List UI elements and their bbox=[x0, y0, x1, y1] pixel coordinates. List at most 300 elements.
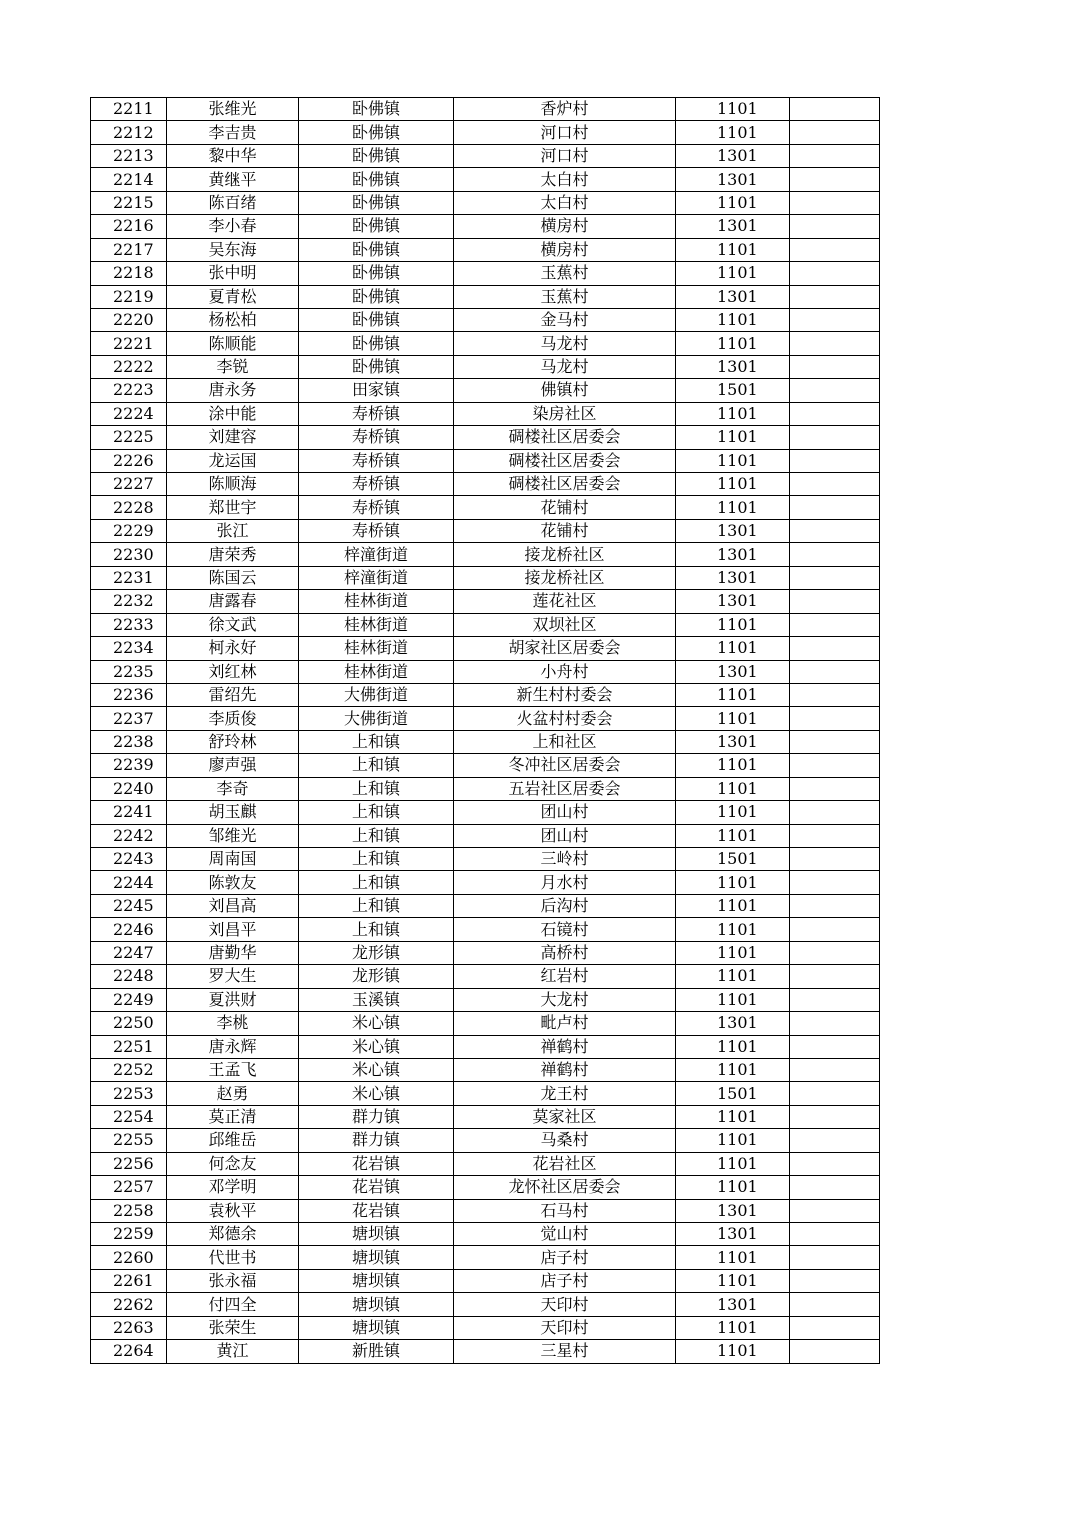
code-cell: 1501 bbox=[676, 848, 790, 871]
code-cell: 1301 bbox=[676, 519, 790, 542]
table-row bbox=[91, 98, 880, 121]
empty-cell bbox=[790, 590, 880, 613]
town-cell: 龙形镇 bbox=[299, 965, 454, 988]
table-row bbox=[91, 730, 880, 753]
row-number-cell: 2220 bbox=[91, 308, 167, 331]
row-number-cell: 2225 bbox=[91, 426, 167, 449]
village-cell: 太白村 bbox=[454, 168, 676, 191]
town-cell: 塘坝镇 bbox=[299, 1269, 454, 1292]
code-cell: 1301 bbox=[676, 144, 790, 167]
empty-cell bbox=[790, 1012, 880, 1035]
village-cell: 天印村 bbox=[454, 1293, 676, 1316]
code-cell: 1301 bbox=[676, 730, 790, 753]
code-cell: 1301 bbox=[676, 215, 790, 238]
empty-cell bbox=[790, 1223, 880, 1246]
village-cell: 横房村 bbox=[454, 238, 676, 261]
empty-cell bbox=[790, 1316, 880, 1339]
table-row bbox=[91, 1012, 880, 1035]
town-cell: 上和镇 bbox=[299, 918, 454, 941]
village-cell: 石镜村 bbox=[454, 918, 676, 941]
row-number-cell: 2223 bbox=[91, 379, 167, 402]
row-number-cell: 2246 bbox=[91, 918, 167, 941]
table-row bbox=[91, 894, 880, 917]
row-number-cell: 2247 bbox=[91, 941, 167, 964]
village-cell: 马龙村 bbox=[454, 355, 676, 378]
code-cell: 1101 bbox=[676, 801, 790, 824]
person-name-cell: 莫正清 bbox=[167, 1105, 299, 1128]
empty-cell bbox=[790, 1129, 880, 1152]
code-cell: 1101 bbox=[676, 637, 790, 660]
code-cell: 1101 bbox=[676, 871, 790, 894]
code-cell: 1301 bbox=[676, 660, 790, 683]
empty-cell bbox=[790, 1340, 880, 1363]
table-row bbox=[91, 1129, 880, 1152]
empty-cell bbox=[790, 1199, 880, 1222]
person-name-cell: 杨松柏 bbox=[167, 308, 299, 331]
village-cell: 佛镇村 bbox=[454, 379, 676, 402]
empty-cell bbox=[790, 683, 880, 706]
table-row bbox=[91, 168, 880, 191]
table-row bbox=[91, 285, 880, 308]
table-row bbox=[91, 1199, 880, 1222]
town-cell: 寿桥镇 bbox=[299, 449, 454, 472]
code-cell: 1101 bbox=[676, 332, 790, 355]
empty-cell bbox=[790, 1152, 880, 1175]
town-cell: 寿桥镇 bbox=[299, 473, 454, 496]
village-cell: 高桥村 bbox=[454, 941, 676, 964]
row-number-cell: 2250 bbox=[91, 1012, 167, 1035]
table-row bbox=[91, 262, 880, 285]
village-cell: 店子村 bbox=[454, 1269, 676, 1292]
village-cell: 太白村 bbox=[454, 191, 676, 214]
person-name-cell: 夏洪财 bbox=[167, 988, 299, 1011]
table-row bbox=[91, 402, 880, 425]
town-cell: 上和镇 bbox=[299, 848, 454, 871]
table-row bbox=[91, 215, 880, 238]
empty-cell bbox=[790, 848, 880, 871]
village-cell: 金马村 bbox=[454, 308, 676, 331]
row-number-cell: 2214 bbox=[91, 168, 167, 191]
village-cell: 毗卢村 bbox=[454, 1012, 676, 1035]
town-cell: 米心镇 bbox=[299, 1082, 454, 1105]
table-row bbox=[91, 355, 880, 378]
row-number-cell: 2255 bbox=[91, 1129, 167, 1152]
town-cell: 上和镇 bbox=[299, 824, 454, 847]
empty-cell bbox=[790, 191, 880, 214]
table-row bbox=[91, 1082, 880, 1105]
town-cell: 上和镇 bbox=[299, 871, 454, 894]
village-cell: 双坝社区 bbox=[454, 613, 676, 636]
code-cell: 1101 bbox=[676, 965, 790, 988]
row-number-cell: 2258 bbox=[91, 1199, 167, 1222]
person-name-cell: 唐荣秀 bbox=[167, 543, 299, 566]
town-cell: 卧佛镇 bbox=[299, 332, 454, 355]
row-number-cell: 2219 bbox=[91, 285, 167, 308]
table-row bbox=[91, 1035, 880, 1058]
person-name-cell: 唐永辉 bbox=[167, 1035, 299, 1058]
roster-table-body bbox=[91, 98, 880, 1364]
table-row bbox=[91, 1176, 880, 1199]
code-cell: 1101 bbox=[676, 308, 790, 331]
town-cell: 卧佛镇 bbox=[299, 121, 454, 144]
row-number-cell: 2245 bbox=[91, 894, 167, 917]
person-name-cell: 邓学明 bbox=[167, 1176, 299, 1199]
table-row bbox=[91, 332, 880, 355]
table-row bbox=[91, 683, 880, 706]
town-cell: 大佛街道 bbox=[299, 707, 454, 730]
code-cell: 1101 bbox=[676, 707, 790, 730]
town-cell: 塘坝镇 bbox=[299, 1293, 454, 1316]
code-cell: 1101 bbox=[676, 1035, 790, 1058]
table-row bbox=[91, 1293, 880, 1316]
village-cell: 三星村 bbox=[454, 1340, 676, 1363]
village-cell: 店子村 bbox=[454, 1246, 676, 1269]
table-row bbox=[91, 824, 880, 847]
town-cell: 卧佛镇 bbox=[299, 355, 454, 378]
code-cell: 1101 bbox=[676, 918, 790, 941]
table-row bbox=[91, 613, 880, 636]
village-cell: 小舟村 bbox=[454, 660, 676, 683]
empty-cell bbox=[790, 1293, 880, 1316]
table-row bbox=[91, 1105, 880, 1128]
row-number-cell: 2228 bbox=[91, 496, 167, 519]
person-name-cell: 黄继平 bbox=[167, 168, 299, 191]
person-name-cell: 陈国云 bbox=[167, 566, 299, 589]
village-cell: 河口村 bbox=[454, 144, 676, 167]
empty-cell bbox=[790, 262, 880, 285]
person-name-cell: 邹维光 bbox=[167, 824, 299, 847]
empty-cell bbox=[790, 98, 880, 121]
person-name-cell: 张江 bbox=[167, 519, 299, 542]
person-name-cell: 张永福 bbox=[167, 1269, 299, 1292]
code-cell: 1101 bbox=[676, 449, 790, 472]
village-cell: 禅鹤村 bbox=[454, 1058, 676, 1081]
town-cell: 寿桥镇 bbox=[299, 426, 454, 449]
town-cell: 塘坝镇 bbox=[299, 1223, 454, 1246]
person-name-cell: 刘建容 bbox=[167, 426, 299, 449]
code-cell: 1101 bbox=[676, 1269, 790, 1292]
village-cell: 月水村 bbox=[454, 871, 676, 894]
person-name-cell: 李质俊 bbox=[167, 707, 299, 730]
code-cell: 1101 bbox=[676, 777, 790, 800]
code-cell: 1101 bbox=[676, 238, 790, 261]
village-cell: 后沟村 bbox=[454, 894, 676, 917]
empty-cell bbox=[790, 637, 880, 660]
town-cell: 米心镇 bbox=[299, 1012, 454, 1035]
empty-cell bbox=[790, 730, 880, 753]
empty-cell bbox=[790, 308, 880, 331]
empty-cell bbox=[790, 238, 880, 261]
code-cell: 1101 bbox=[676, 613, 790, 636]
empty-cell bbox=[790, 824, 880, 847]
village-cell: 花铺村 bbox=[454, 519, 676, 542]
person-name-cell: 赵勇 bbox=[167, 1082, 299, 1105]
row-number-cell: 2231 bbox=[91, 566, 167, 589]
row-number-cell: 2233 bbox=[91, 613, 167, 636]
table-row bbox=[91, 988, 880, 1011]
table-row bbox=[91, 965, 880, 988]
empty-cell bbox=[790, 1176, 880, 1199]
empty-cell bbox=[790, 1105, 880, 1128]
table-row bbox=[91, 1058, 880, 1081]
village-cell: 河口村 bbox=[454, 121, 676, 144]
table-row bbox=[91, 496, 880, 519]
code-cell: 1101 bbox=[676, 754, 790, 777]
empty-cell bbox=[790, 918, 880, 941]
code-cell: 1301 bbox=[676, 566, 790, 589]
row-number-cell: 2249 bbox=[91, 988, 167, 1011]
row-number-cell: 2256 bbox=[91, 1152, 167, 1175]
person-name-cell: 何念友 bbox=[167, 1152, 299, 1175]
town-cell: 卧佛镇 bbox=[299, 98, 454, 121]
person-name-cell: 郑世宇 bbox=[167, 496, 299, 519]
table-row bbox=[91, 426, 880, 449]
empty-cell bbox=[790, 543, 880, 566]
table-row bbox=[91, 918, 880, 941]
town-cell: 花岩镇 bbox=[299, 1199, 454, 1222]
table-row bbox=[91, 777, 880, 800]
table-row bbox=[91, 1316, 880, 1339]
village-cell: 天印村 bbox=[454, 1316, 676, 1339]
person-name-cell: 李锐 bbox=[167, 355, 299, 378]
row-number-cell: 2238 bbox=[91, 730, 167, 753]
empty-cell bbox=[790, 121, 880, 144]
table-row bbox=[91, 848, 880, 871]
village-cell: 接龙桥社区 bbox=[454, 566, 676, 589]
code-cell: 1101 bbox=[676, 402, 790, 425]
person-name-cell: 代世书 bbox=[167, 1246, 299, 1269]
person-name-cell: 邱维岳 bbox=[167, 1129, 299, 1152]
person-name-cell: 陈敦友 bbox=[167, 871, 299, 894]
empty-cell bbox=[790, 379, 880, 402]
town-cell: 寿桥镇 bbox=[299, 496, 454, 519]
row-number-cell: 2227 bbox=[91, 473, 167, 496]
row-number-cell: 2254 bbox=[91, 1105, 167, 1128]
empty-cell bbox=[790, 707, 880, 730]
code-cell: 1101 bbox=[676, 824, 790, 847]
person-name-cell: 袁秋平 bbox=[167, 1199, 299, 1222]
empty-cell bbox=[790, 144, 880, 167]
row-number-cell: 2237 bbox=[91, 707, 167, 730]
empty-cell bbox=[790, 1082, 880, 1105]
empty-cell bbox=[790, 426, 880, 449]
town-cell: 群力镇 bbox=[299, 1105, 454, 1128]
row-number-cell: 2226 bbox=[91, 449, 167, 472]
person-name-cell: 唐永务 bbox=[167, 379, 299, 402]
town-cell: 卧佛镇 bbox=[299, 168, 454, 191]
town-cell: 米心镇 bbox=[299, 1058, 454, 1081]
table-row bbox=[91, 1269, 880, 1292]
village-cell: 石马村 bbox=[454, 1199, 676, 1222]
table-row bbox=[91, 871, 880, 894]
row-number-cell: 2212 bbox=[91, 121, 167, 144]
person-name-cell: 龙运国 bbox=[167, 449, 299, 472]
code-cell: 1101 bbox=[676, 1246, 790, 1269]
row-number-cell: 2221 bbox=[91, 332, 167, 355]
person-name-cell: 李吉贵 bbox=[167, 121, 299, 144]
person-name-cell: 黎中华 bbox=[167, 144, 299, 167]
row-number-cell: 2251 bbox=[91, 1035, 167, 1058]
person-name-cell: 付四全 bbox=[167, 1293, 299, 1316]
row-number-cell: 2229 bbox=[91, 519, 167, 542]
person-name-cell: 雷绍先 bbox=[167, 683, 299, 706]
village-cell: 马桑村 bbox=[454, 1129, 676, 1152]
row-number-cell: 2222 bbox=[91, 355, 167, 378]
town-cell: 桂林街道 bbox=[299, 637, 454, 660]
village-cell: 上和社区 bbox=[454, 730, 676, 753]
town-cell: 新胜镇 bbox=[299, 1340, 454, 1363]
code-cell: 1301 bbox=[676, 1223, 790, 1246]
village-cell: 碉楼社区居委会 bbox=[454, 449, 676, 472]
village-cell: 禅鹤村 bbox=[454, 1035, 676, 1058]
person-name-cell: 黄江 bbox=[167, 1340, 299, 1363]
town-cell: 寿桥镇 bbox=[299, 402, 454, 425]
table-row bbox=[91, 660, 880, 683]
code-cell: 1301 bbox=[676, 590, 790, 613]
table-row bbox=[91, 941, 880, 964]
empty-cell bbox=[790, 1035, 880, 1058]
row-number-cell: 2248 bbox=[91, 965, 167, 988]
code-cell: 1301 bbox=[676, 355, 790, 378]
row-number-cell: 2236 bbox=[91, 683, 167, 706]
village-cell: 莲花社区 bbox=[454, 590, 676, 613]
row-number-cell: 2242 bbox=[91, 824, 167, 847]
table-row bbox=[91, 308, 880, 331]
table-row bbox=[91, 637, 880, 660]
village-cell: 染房社区 bbox=[454, 402, 676, 425]
code-cell: 1101 bbox=[676, 1129, 790, 1152]
code-cell: 1101 bbox=[676, 683, 790, 706]
row-number-cell: 2253 bbox=[91, 1082, 167, 1105]
person-name-cell: 罗大生 bbox=[167, 965, 299, 988]
person-name-cell: 王孟飞 bbox=[167, 1058, 299, 1081]
row-number-cell: 2230 bbox=[91, 543, 167, 566]
person-name-cell: 张中明 bbox=[167, 262, 299, 285]
village-cell: 胡家社区居委会 bbox=[454, 637, 676, 660]
town-cell: 卧佛镇 bbox=[299, 308, 454, 331]
village-cell: 觉山村 bbox=[454, 1223, 676, 1246]
row-number-cell: 2260 bbox=[91, 1246, 167, 1269]
row-number-cell: 2263 bbox=[91, 1316, 167, 1339]
code-cell: 1101 bbox=[676, 121, 790, 144]
row-number-cell: 2215 bbox=[91, 191, 167, 214]
town-cell: 桂林街道 bbox=[299, 613, 454, 636]
table-row bbox=[91, 519, 880, 542]
empty-cell bbox=[790, 660, 880, 683]
village-cell: 马龙村 bbox=[454, 332, 676, 355]
town-cell: 米心镇 bbox=[299, 1035, 454, 1058]
person-name-cell: 陈顺海 bbox=[167, 473, 299, 496]
row-number-cell: 2234 bbox=[91, 637, 167, 660]
table-row bbox=[91, 543, 880, 566]
table-row bbox=[91, 801, 880, 824]
row-number-cell: 2264 bbox=[91, 1340, 167, 1363]
row-number-cell: 2211 bbox=[91, 98, 167, 121]
table-row bbox=[91, 566, 880, 589]
table-row bbox=[91, 1246, 880, 1269]
empty-cell bbox=[790, 871, 880, 894]
village-cell: 花铺村 bbox=[454, 496, 676, 519]
row-number-cell: 2216 bbox=[91, 215, 167, 238]
person-name-cell: 舒玲林 bbox=[167, 730, 299, 753]
town-cell: 寿桥镇 bbox=[299, 519, 454, 542]
town-cell: 上和镇 bbox=[299, 754, 454, 777]
person-name-cell: 柯永好 bbox=[167, 637, 299, 660]
code-cell: 1101 bbox=[676, 473, 790, 496]
empty-cell bbox=[790, 215, 880, 238]
code-cell: 1101 bbox=[676, 496, 790, 519]
code-cell: 1101 bbox=[676, 894, 790, 917]
empty-cell bbox=[790, 988, 880, 1011]
person-name-cell: 李小春 bbox=[167, 215, 299, 238]
person-name-cell: 郑德余 bbox=[167, 1223, 299, 1246]
code-cell: 1101 bbox=[676, 426, 790, 449]
town-cell: 塘坝镇 bbox=[299, 1316, 454, 1339]
town-cell: 卧佛镇 bbox=[299, 191, 454, 214]
code-cell: 1101 bbox=[676, 1152, 790, 1175]
town-cell: 卧佛镇 bbox=[299, 215, 454, 238]
code-cell: 1101 bbox=[676, 988, 790, 1011]
village-cell: 横房村 bbox=[454, 215, 676, 238]
empty-cell bbox=[790, 449, 880, 472]
village-cell: 团山村 bbox=[454, 824, 676, 847]
row-number-cell: 2232 bbox=[91, 590, 167, 613]
village-cell: 玉蕉村 bbox=[454, 285, 676, 308]
village-cell: 玉蕉村 bbox=[454, 262, 676, 285]
town-cell: 卧佛镇 bbox=[299, 144, 454, 167]
table-row bbox=[91, 1152, 880, 1175]
town-cell: 桂林街道 bbox=[299, 660, 454, 683]
row-number-cell: 2224 bbox=[91, 402, 167, 425]
town-cell: 上和镇 bbox=[299, 777, 454, 800]
code-cell: 1101 bbox=[676, 1340, 790, 1363]
row-number-cell: 2235 bbox=[91, 660, 167, 683]
code-cell: 1301 bbox=[676, 1293, 790, 1316]
table-row bbox=[91, 1223, 880, 1246]
person-name-cell: 唐露春 bbox=[167, 590, 299, 613]
code-cell: 1101 bbox=[676, 262, 790, 285]
town-cell: 龙形镇 bbox=[299, 941, 454, 964]
code-cell: 1101 bbox=[676, 1316, 790, 1339]
person-name-cell: 陈百绪 bbox=[167, 191, 299, 214]
village-cell: 冬冲社区居委会 bbox=[454, 754, 676, 777]
village-cell: 火盆村村委会 bbox=[454, 707, 676, 730]
person-name-cell: 张维光 bbox=[167, 98, 299, 121]
town-cell: 塘坝镇 bbox=[299, 1246, 454, 1269]
row-number-cell: 2261 bbox=[91, 1269, 167, 1292]
town-cell: 大佛街道 bbox=[299, 683, 454, 706]
table-row bbox=[91, 449, 880, 472]
village-cell: 新生村村委会 bbox=[454, 683, 676, 706]
code-cell: 1301 bbox=[676, 1199, 790, 1222]
code-cell: 1501 bbox=[676, 379, 790, 402]
table-row bbox=[91, 238, 880, 261]
empty-cell bbox=[790, 965, 880, 988]
village-cell: 五岩社区居委会 bbox=[454, 777, 676, 800]
row-number-cell: 2259 bbox=[91, 1223, 167, 1246]
person-name-cell: 陈顺能 bbox=[167, 332, 299, 355]
village-cell: 香炉村 bbox=[454, 98, 676, 121]
town-cell: 卧佛镇 bbox=[299, 238, 454, 261]
person-name-cell: 李桃 bbox=[167, 1012, 299, 1035]
village-cell: 三岭村 bbox=[454, 848, 676, 871]
table-row bbox=[91, 707, 880, 730]
roster-table bbox=[90, 97, 880, 1364]
code-cell: 1301 bbox=[676, 168, 790, 191]
table-row bbox=[91, 473, 880, 496]
person-name-cell: 张荣生 bbox=[167, 1316, 299, 1339]
empty-cell bbox=[790, 402, 880, 425]
